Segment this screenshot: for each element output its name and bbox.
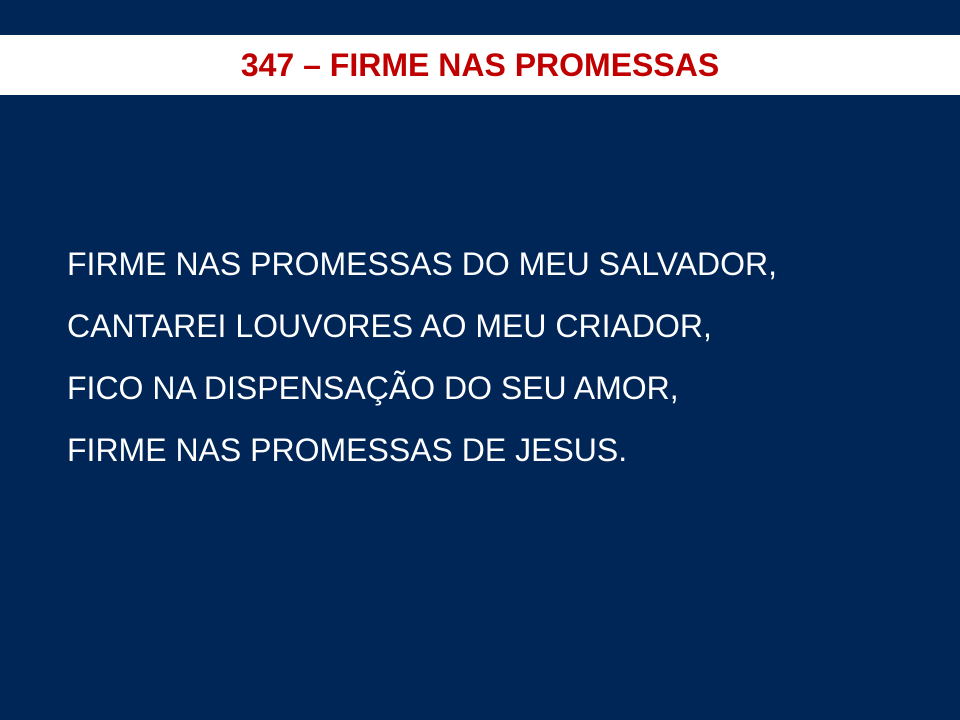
lyrics-block: [67, 233, 937, 481]
lyric-line-2: CANTAREI LOUVORES AO MEU CRIADOR,: [67, 308, 712, 344]
hymn-title: 347 – FIRME NAS PROMESSAS: [240, 46, 720, 83]
lyric-line-3: FICO NA DISPENSAÇÃO DO SEU AMOR,: [67, 370, 679, 406]
lyric-line-1: FIRME NAS PROMESSAS DO MEU SALVADOR,: [67, 246, 778, 282]
title-bar: [0, 35, 960, 95]
lyric-line-4: FIRME NAS PROMESSAS DE JESUS.: [67, 432, 628, 468]
